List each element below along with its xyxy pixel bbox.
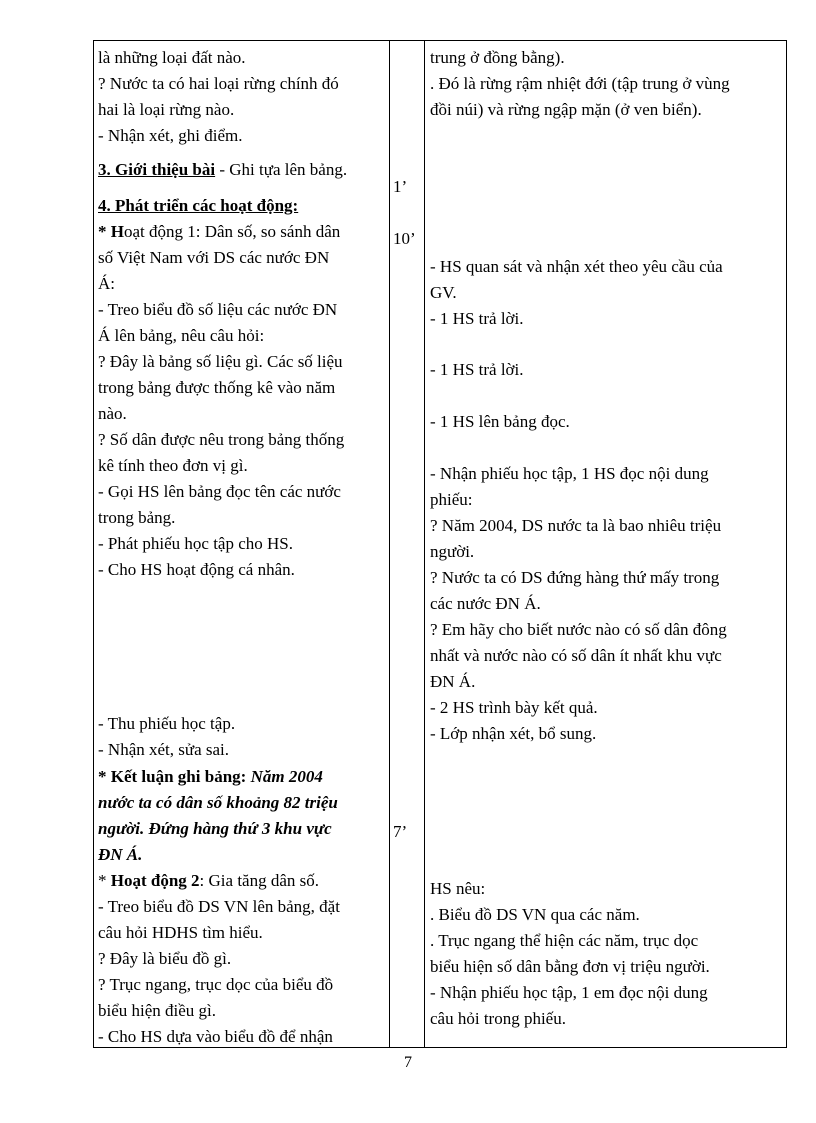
page-number: 7 xyxy=(404,1054,412,1071)
time-label: 7’ xyxy=(393,822,408,841)
text-line: ? Số dân được nêu trong bảng thống xyxy=(98,430,345,449)
text-line: ? Nước ta có DS đứng hàng thứ mấy trong xyxy=(430,568,720,587)
text-line: - 1 HS lên bảng đọc. xyxy=(430,412,570,431)
text-line: kê tính theo đơn vị gì. xyxy=(98,456,248,475)
text-line: - Lớp nhận xét, bổ sung. xyxy=(430,724,597,743)
text-line: là những loại đất nào. xyxy=(98,48,246,67)
text-line: - Treo biểu đồ DS VN lên bảng, đặt xyxy=(98,897,340,916)
text-line: ? Năm 2004, DS nước ta là bao nhiêu triệu xyxy=(430,516,722,535)
text-line: đồi núi) và rừng ngập mặn (ở ven biển). xyxy=(430,100,702,119)
text-line: ? Đây là biểu đồ gì. xyxy=(98,949,232,968)
time-column xyxy=(389,41,425,1047)
text-line: biểu hiện điều gì. xyxy=(98,1001,217,1020)
activity-title: : Gia tăng dân số. xyxy=(199,871,319,890)
text-line: . Đó là rừng rậm nhiệt đới (tập trung ở vùng xyxy=(430,74,730,93)
text-line: ? Em hãy cho biết nước nào có số dân đông xyxy=(430,620,727,639)
text-line: - 1 HS trả lời. xyxy=(430,360,524,379)
text-line: - Cho HS dựa vào biểu đồ để nhận xyxy=(98,1027,333,1046)
text-line: trong bảng được thống kê vào năm xyxy=(98,378,336,397)
text-line: trung ở đồng bằng). xyxy=(430,48,565,67)
section-title: 3. Giới thiệu bài xyxy=(98,160,216,179)
text-line: người. xyxy=(430,542,475,561)
section-heading-activities: 4. Phát triển các hoạt động: xyxy=(98,196,299,215)
conclusion-label: * Kết luận ghi bảng: xyxy=(98,767,251,786)
text-line: - Nhận xét, sửa sai. xyxy=(98,740,230,759)
section-note: - Ghi tựa lên bảng. xyxy=(215,160,348,179)
text-line: - Gọi HS lên bảng đọc tên các nước xyxy=(98,482,341,501)
text-line: - 1 HS trả lời. xyxy=(430,309,524,328)
conclusion-line: ĐN Á. xyxy=(98,845,143,864)
text-line: số Việt Nam với DS các nước ĐN xyxy=(98,248,330,267)
text-line: - Nhận phiếu học tập, 1 em đọc nội dung xyxy=(430,983,708,1002)
activity-label: Hoạt động 2 xyxy=(110,871,200,890)
text-line: trong bảng. xyxy=(98,508,176,527)
text-line: - Cho HS hoạt động cá nhân. xyxy=(98,560,295,579)
activity-title: oạt động 1: Dân số, so sánh dân xyxy=(123,222,341,241)
text-line: ĐN Á. xyxy=(430,672,476,691)
activity-marker: * xyxy=(98,871,111,890)
teacher-activities-column xyxy=(94,41,389,1047)
time-label: 10’ xyxy=(393,229,416,248)
time-label: 1’ xyxy=(393,177,408,196)
text-line: - Phát phiếu học tập cho HS. xyxy=(98,534,293,553)
text-line: Á lên bảng, nêu câu hỏi: xyxy=(98,326,265,345)
text-line: . Biểu đồ DS VN qua các năm. xyxy=(430,905,640,924)
text-line: - Treo biểu đồ số liệu các nước ĐN xyxy=(98,300,338,319)
text-line: GV. xyxy=(430,283,457,302)
text-line: ? Đây là bảng số liệu gì. Các số liệu xyxy=(98,352,343,371)
section-heading-intro xyxy=(98,159,347,181)
text-line: - Nhận phiếu học tập, 1 HS đọc nội dung xyxy=(430,464,709,483)
text-line: câu hỏi HDHS tìm hiểu. xyxy=(98,923,263,942)
text-line: ? Nước ta có hai loại rừng chính đó xyxy=(98,74,339,93)
text-line: hai là loại rừng nào. xyxy=(98,100,235,119)
student-activities-column xyxy=(425,41,786,1047)
text-line: ? Trục ngang, trục dọc của biểu đồ xyxy=(98,975,334,994)
text-line: - Thu phiếu học tập. xyxy=(98,714,236,733)
text-line: . Trục ngang thể hiện các năm, trục dọc xyxy=(430,931,699,950)
lesson-table xyxy=(93,40,787,1048)
activity-2-heading xyxy=(98,870,319,892)
conclusion-line: người. Đứng hàng thứ 3 khu vực xyxy=(98,819,332,838)
text-line: - HS quan sát và nhận xét theo yêu cầu của xyxy=(430,257,723,276)
text-line: câu hỏi trong phiếu. xyxy=(430,1009,566,1028)
text-line: biểu hiện số dân bằng đơn vị triệu người. xyxy=(430,957,710,976)
activity-marker: * H xyxy=(98,222,124,241)
text-line: - 2 HS trình bày kết quả. xyxy=(430,698,598,717)
text-line: nhất và nước nào có số dân ít nhất khu vực xyxy=(430,646,722,665)
text-line: Á: xyxy=(98,274,115,293)
text-line: nào. xyxy=(98,404,127,423)
activity-1-heading xyxy=(98,221,340,243)
conclusion-line: nước ta có dân số khoảng 82 triệu xyxy=(98,793,338,812)
conclusion-text: Năm 2004 xyxy=(250,767,323,786)
text-line: - Nhận xét, ghi điểm. xyxy=(98,126,243,145)
text-line: HS nêu: xyxy=(430,879,486,898)
text-line: các nước ĐN Á. xyxy=(430,594,541,613)
text-line: phiếu: xyxy=(430,490,473,509)
conclusion-heading xyxy=(98,766,323,788)
